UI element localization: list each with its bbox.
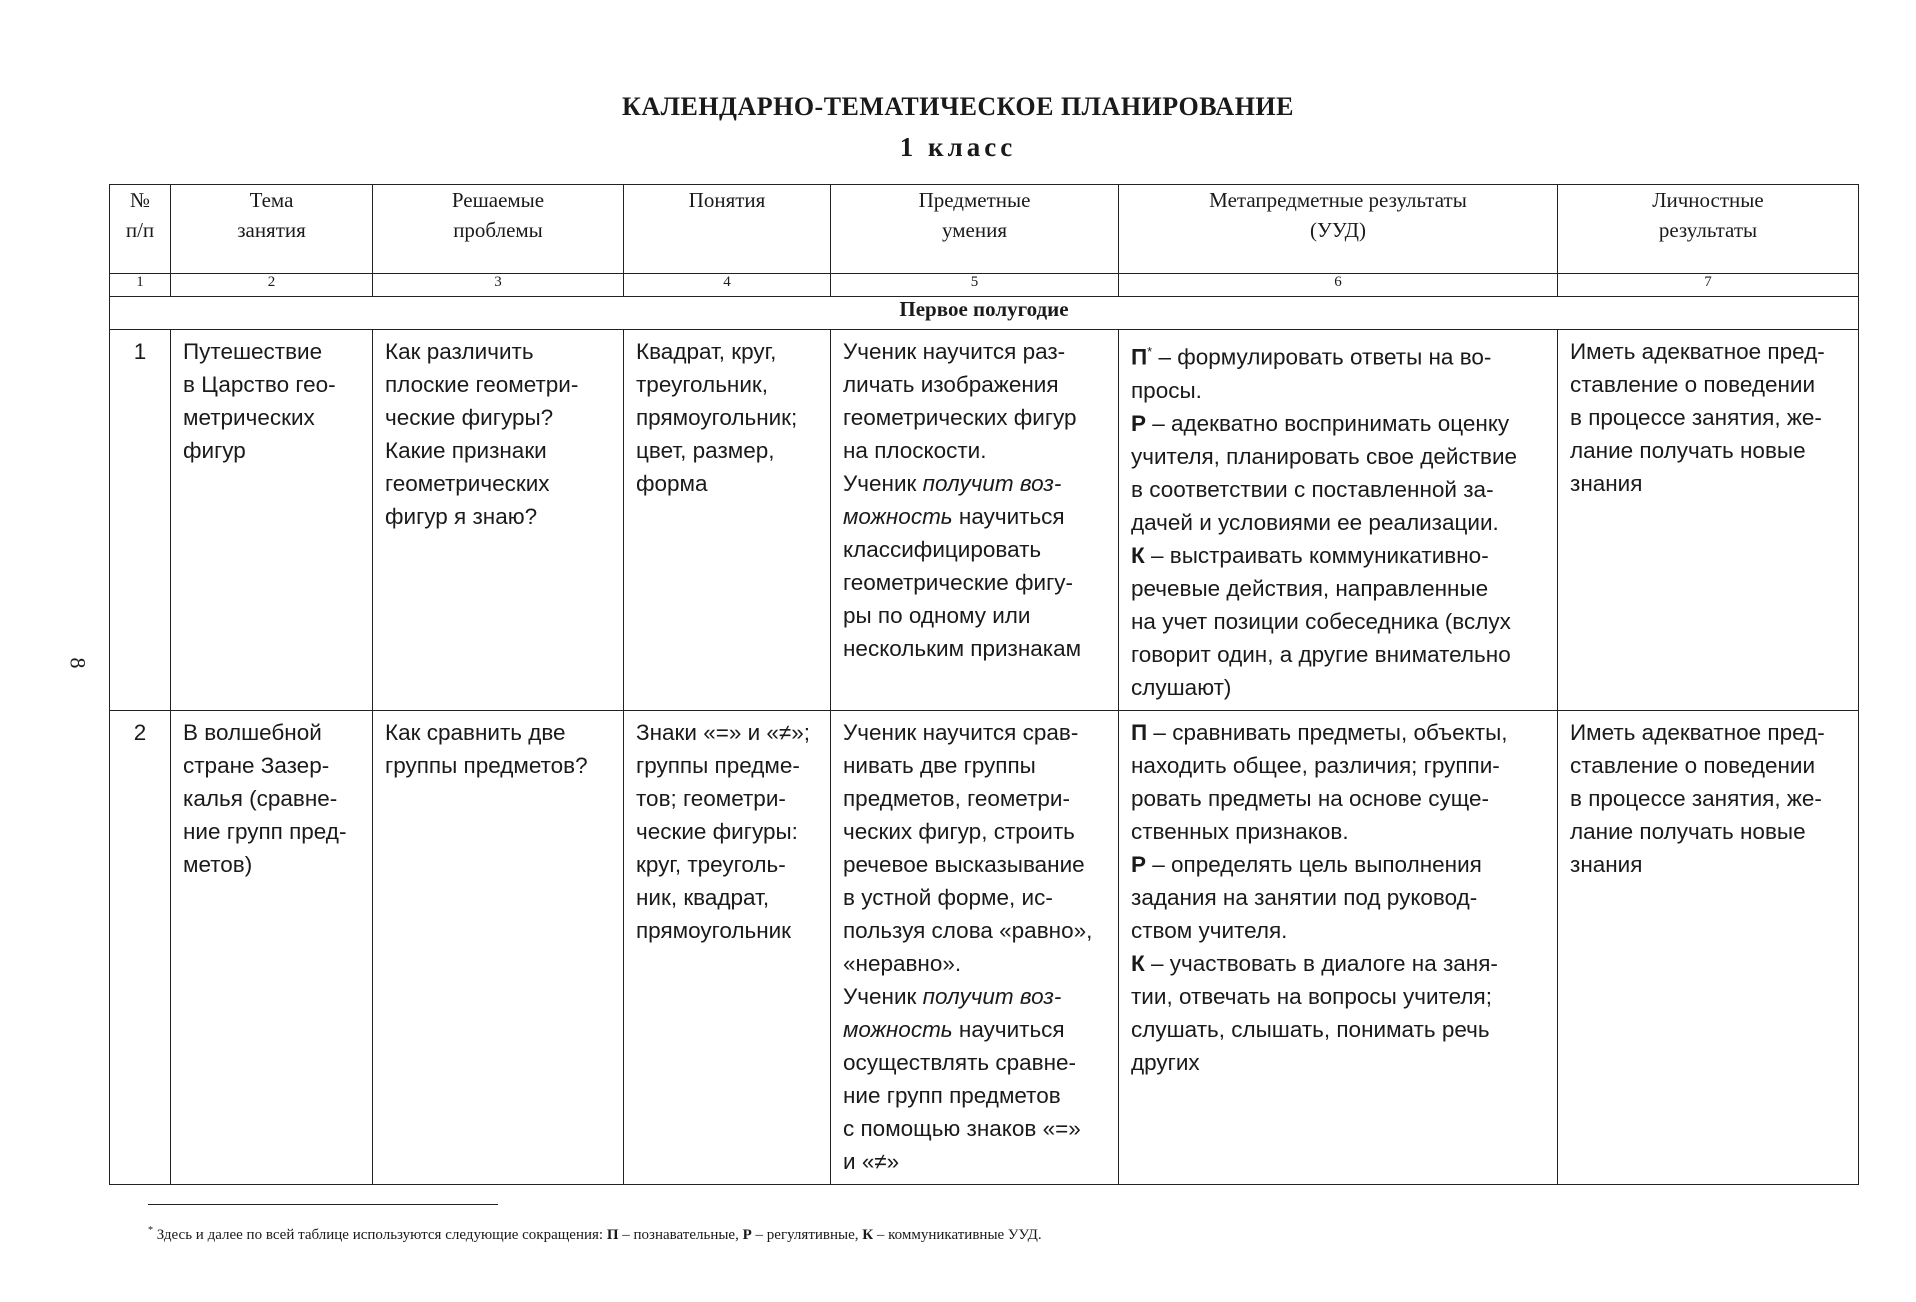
topic-text: Путешествие в Царство гео- метрических фигур (183, 339, 336, 463)
table-row (110, 330, 1859, 711)
column-number: 3 (373, 274, 624, 297)
header-cell-personal: Личностные результаты (1558, 185, 1859, 274)
metasubject-text (1119, 330, 1557, 710)
personal-cell (1558, 330, 1859, 711)
table-row (110, 710, 1859, 1184)
page-number: 8 (65, 657, 91, 669)
cognitive-label: П (1131, 719, 1148, 745)
problems-cell (373, 330, 624, 711)
regulatory-text: – определять цель выполнения задания на занятии под руковод- ством учителя. (1131, 851, 1482, 943)
page-title: КАЛЕНДАРНО-ТЕМАТИЧЕСКОЕ ПЛАНИРОВАНИЕ (621, 92, 1294, 121)
cognitive-text: – сравнивать предметы, объекты, находить общее, различия; группи- ровать предметы на основе суще- ственных признаков. (1131, 719, 1508, 844)
communicative-text: – выстраивать коммуникативно- речевые действия, направленные на учет позиции собеседника (вслух говорит один, а другие внимательно слушают) (1131, 542, 1511, 700)
planning-table (109, 184, 1859, 1185)
footnote-r-text: – регулятивные, (751, 1227, 863, 1243)
header-cell-number: № п/п (110, 185, 171, 274)
footnote-k-text: – коммуникативные УУД. (873, 1227, 1042, 1243)
personal-cell (1558, 710, 1859, 1184)
header-cell-skills: Предметные умения (831, 185, 1119, 274)
skills-text (831, 711, 1118, 1184)
problems-cell (373, 710, 624, 1184)
topic-cell (171, 330, 373, 711)
topic-text: В волшебной стране Зазер- калья (сравне- ние групп пред- метов) (183, 719, 347, 877)
footnote (148, 1225, 1042, 1244)
footnote-p-text: – познавательные, (618, 1227, 743, 1243)
regulatory-label: Р (1131, 410, 1147, 436)
header-cell-concepts: Понятия (624, 185, 831, 274)
regulatory-label: Р (1131, 851, 1147, 877)
cognitive-text: – формулировать ответы на во- просы. (1131, 344, 1492, 403)
skills-opportunity-lead: Ученик (843, 983, 923, 1009)
column-number: 2 (171, 274, 373, 297)
communicative-label: К (1131, 542, 1145, 568)
communicative-label: К (1131, 950, 1145, 976)
cognitive-label: П (1131, 344, 1148, 370)
footnote-mark: * (1147, 344, 1153, 359)
row-number-cell (110, 330, 171, 711)
skills-cell (831, 330, 1119, 711)
header-row (110, 185, 1859, 274)
column-number-row (110, 274, 1859, 297)
footnote-k-label: К (862, 1227, 874, 1243)
header-cell-metasubject: Метапредметные результаты (УУД) (1119, 185, 1558, 274)
skills-learn-text: Ученик научится срав- нивать две группы предметов, геометри- ческих фигур, строить речевое высказывание в устной форме, ис- пользуя слова «равно», «неравно». (843, 719, 1093, 976)
column-number: 7 (1558, 274, 1859, 297)
topic-cell (171, 710, 373, 1184)
section-title: Первое полугодие (110, 297, 1859, 330)
header-cell-problems: Решаемые проблемы (373, 185, 624, 274)
skills-opportunity-rest: научиться осуществлять сравне- ние групп предметов с помощью знаков «=» и «≠» (843, 1016, 1081, 1174)
concepts-cell (624, 330, 831, 711)
row-number-cell (110, 710, 171, 1184)
communicative-text: – участвовать в диалоге на заня- тии, отвечать на вопросы учителя; слушать, слышать, понимать речь других (1131, 950, 1498, 1075)
personal-text: Иметь адекватное пред- ставление о поведении в процессе занятия, же- лание получать новые знания (1570, 339, 1825, 496)
footnote-text: Здесь и далее по всей таблице используются следующие сокращения: (153, 1227, 607, 1243)
row-number: 1 (133, 339, 147, 364)
footnote-p-label: П (606, 1227, 619, 1243)
footnote-r-label: Р (742, 1227, 752, 1243)
footnote-mark: * (148, 1225, 153, 1236)
skills-learn-text: Ученик научится раз- личать изображения геометрических фигур на плоскости. (843, 339, 1077, 463)
concepts-text: Знаки «=» и «≠»; группы предме- тов; геометри- ческие фигуры: круг, треуголь- ник, квадрат, прямоугольник (636, 719, 811, 943)
column-number: 5 (831, 274, 1119, 297)
metasubject-cell (1119, 330, 1558, 711)
concepts-cell (624, 710, 831, 1184)
section-row (110, 297, 1859, 330)
footnote-divider (148, 1204, 498, 1205)
skills-opportunity-rest: научиться классифицировать геометрические фигу- ры по одному или нескольким признакам (843, 504, 1082, 661)
problems-text: Как сравнить две группы предметов? (385, 719, 588, 778)
skills-text (831, 330, 1118, 671)
metasubject-text (1119, 711, 1557, 1085)
column-number: 1 (110, 274, 171, 297)
skills-cell (831, 710, 1119, 1184)
metasubject-cell (1119, 710, 1558, 1184)
skills-opportunity-lead: Ученик (843, 471, 923, 496)
page-subtitle: 1 класс (899, 132, 1017, 162)
skills-opportunity-italic: получит воз- можность (843, 471, 1062, 529)
personal-text: Иметь адекватное пред- ставление о поведении в процессе занятия, же- лание получать новые знания (1570, 719, 1825, 877)
problems-text: Как различить плоские геометри- ческие фигуры? Какие признаки геометрических фигур я знаю? (385, 339, 579, 529)
header-cell-topic: Тема занятия (171, 185, 373, 274)
column-number: 6 (1119, 274, 1558, 297)
concepts-text: Квадрат, круг, треугольник, прямоугольник; цвет, размер, форма (636, 339, 798, 496)
skills-opportunity-italic: получит воз- можность (843, 983, 1062, 1042)
row-number: 2 (133, 719, 147, 745)
regulatory-text: – адекватно воспринимать оценку учителя, планировать свое действие в соответствии с поставленной за- дачей и условиями ее реализации. (1131, 410, 1518, 535)
column-number: 4 (624, 274, 831, 297)
